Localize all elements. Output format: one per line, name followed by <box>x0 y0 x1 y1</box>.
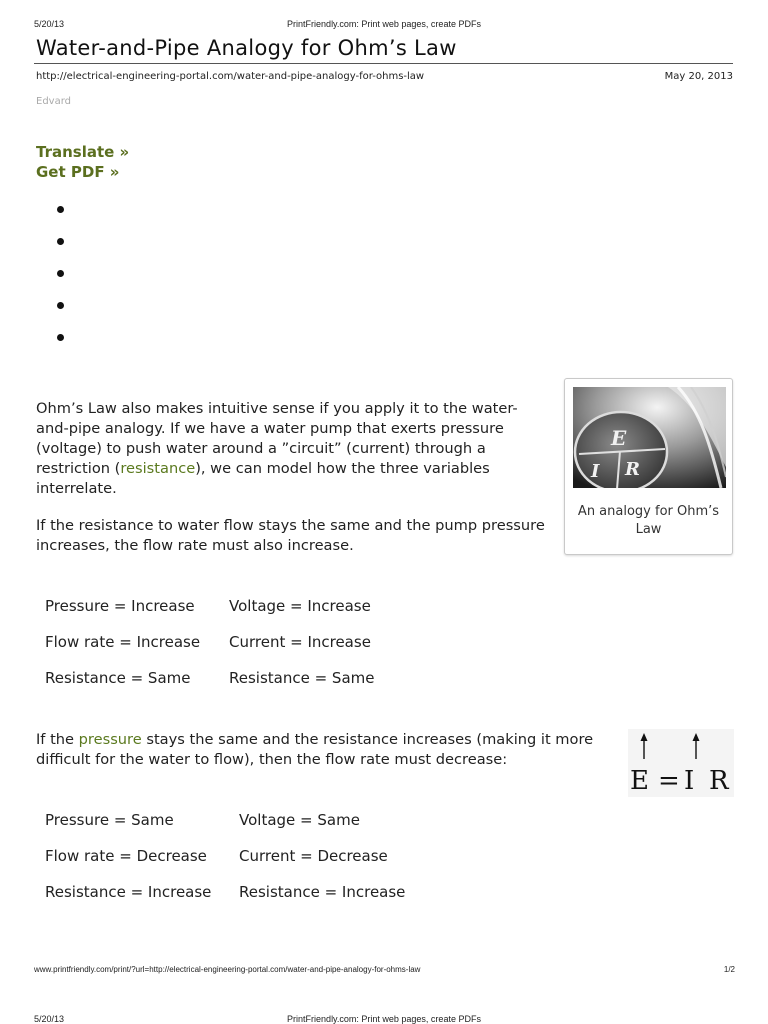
print-date: 5/20/13 <box>34 19 65 29</box>
print-site-title: PrintFriendly.com: Print web pages, create PDFs <box>287 19 481 29</box>
paragraph-text: ), we can model how the three variables interrelate. <box>36 460 490 497</box>
resistance-link[interactable]: resistance <box>120 460 196 477</box>
table2-cell: Flow rate = Decrease <box>45 847 207 865</box>
figure-caption: An analogy for Ohm’s Law <box>577 504 720 537</box>
table1-cell: Current = Increase <box>229 633 371 651</box>
paragraph-pressure-increase: If the resistance to water flow stays the same and the pump pressure increases, the flow rate must also increase. <box>36 517 545 554</box>
equation-i: I <box>684 766 695 796</box>
bullet-point <box>57 334 64 341</box>
paragraph-intro <box>36 399 546 499</box>
article-date: May 20, 2013 <box>664 71 733 82</box>
table1-cell: Pressure = Increase <box>45 597 195 615</box>
table1-cell: Resistance = Same <box>229 669 375 687</box>
table1-cell: Voltage = Increase <box>229 597 371 615</box>
table2-cell: Pressure = Same <box>45 811 174 829</box>
translate-link[interactable]: Translate » <box>36 143 130 161</box>
bullet-point <box>57 270 64 277</box>
pressure-link[interactable]: pressure <box>78 731 142 748</box>
get-pdf-link[interactable]: Get PDF » <box>36 163 120 181</box>
table2-cell: Resistance = Increase <box>239 883 406 901</box>
table1-cell: Flow rate = Increase <box>45 633 201 651</box>
footer-print-url: www.printfriendly.com/print/?url=http://electrical-engineering-portal.com/water-and-pipe-analogy-for-ohms-law <box>34 965 421 974</box>
table1-cell: Resistance = Same <box>45 669 191 687</box>
paragraph-resistance-increase <box>36 730 608 770</box>
table2-cell: Resistance = Increase <box>45 883 212 901</box>
equation-equals: = <box>658 766 680 796</box>
ohms-law-equation-image <box>628 729 734 797</box>
paragraph-text: Ohm’s Law also makes intuitive sense if you apply it to the water-and-pipe analogy. If we have a water pump that exerts pressure (voltage) to push water around a ”circuit” (current) through a restriction ( <box>36 400 518 477</box>
page-title: Water-and-Pipe Analogy for Ohm’s Law <box>36 36 457 60</box>
bullet-point <box>57 238 64 245</box>
article-author: Edvard <box>36 96 71 107</box>
table2-cell: Voltage = Same <box>239 811 360 829</box>
bullet-point <box>57 206 64 213</box>
article-url[interactable]: http://electrical-engineering-portal.com/water-and-pipe-analogy-for-ohms-law <box>36 71 425 82</box>
paragraph-text: stays the same and the resistance increases (making it more difficult for the water to flow), then the flow rate must decrease: <box>36 731 594 768</box>
ohms-law-analogy-image <box>573 387 726 488</box>
equation-e: E <box>630 766 649 796</box>
image-letter-r: R <box>625 459 640 480</box>
bullet-point <box>57 302 64 309</box>
footer-page-number: 1/2 <box>723 965 735 974</box>
title-divider <box>34 63 733 64</box>
image-letter-e: E <box>611 426 627 450</box>
table2-cell: Current = Decrease <box>239 847 388 865</box>
paragraph-text: If the <box>36 731 79 748</box>
equation-r: R <box>709 766 729 796</box>
image-letter-i: I <box>591 461 600 482</box>
footer-date: 5/20/13 <box>34 1014 65 1024</box>
figure-box <box>564 378 733 555</box>
footer-site-title: PrintFriendly.com: Print web pages, create PDFs <box>287 1014 481 1024</box>
